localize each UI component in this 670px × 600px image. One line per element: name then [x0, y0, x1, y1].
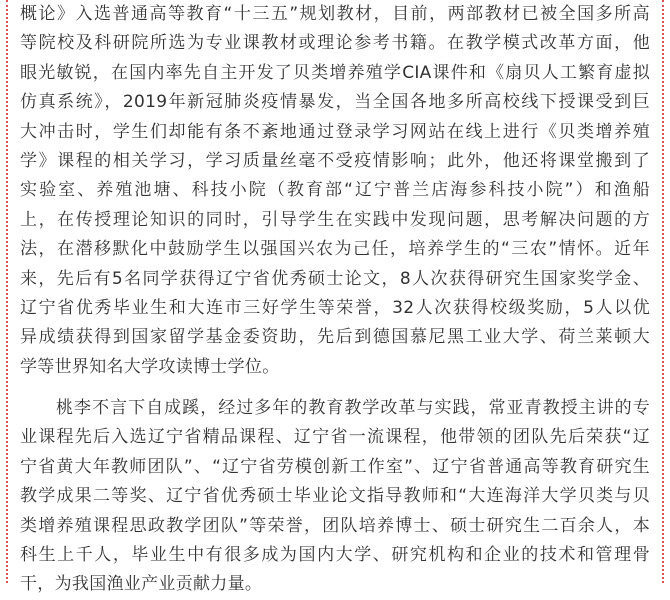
right-dotted-border — [662, 0, 664, 583]
text-line: 宁省黄大年教师团队”、“辽宁省劳模创新工作室”、辽宁省普通高等教育研究生 — [20, 456, 650, 477]
text-line: 仿真系统》，2019年新冠肺炎疫情暴发，当全国各地多所高校线下授课受到巨 — [20, 92, 650, 113]
text-line: 来，先后有5名同学获得辽宁省优秀硕士论文，8人次获得研究生国家奖学金、 — [20, 268, 650, 289]
text-line: 辽宁省优秀毕业生和大连市三好学生等荣誉，32人次获得校级奖励，5人以优 — [20, 297, 650, 318]
text-line: 桃李不言下自成蹊，经过多年的教育教学改革与实践，常亚青教授主讲的专 — [20, 398, 650, 419]
text-line: 学》课程的相关学习，学习质量丝毫不受疫情影响；此外，他还将课堂搬到了 — [20, 150, 650, 171]
paragraph-1 — [20, 0, 650, 382]
article-body — [20, 0, 650, 600]
text-line: 法，在潜移默化中鼓励学生以强国兴农为己任，培养学生的“三农”情怀。近年 — [20, 239, 650, 260]
text-line: 概论》入选普通高等教育“十三五”规划教材，目前，两部教材已被全国多所高 — [20, 4, 650, 24]
text-line: 干，为我国渔业产业贡献力量。 — [20, 574, 263, 595]
text-line: 类增养殖课程思政教学团队”等荣誉，团队培养博士、硕士研究生二百余人，本 — [20, 515, 650, 536]
text-line: 异成绩获得到国家留学基金委资助，先后到德国慕尼黑工业大学、荷兰莱顿大 — [20, 327, 650, 348]
text-line: 大冲击时，学生们却能有条不紊地通过登录学习网站在线上进行《贝类增养殖 — [20, 121, 650, 142]
text-line: 业课程先后入选辽宁省精品课程、辽宁省一流课程，他带领的团队先后荣获“辽 — [20, 427, 650, 448]
text-line: 实验室、养殖池塘、科技小院（教育部“辽宁普兰店海参科技小院”）和渔船 — [20, 180, 650, 201]
paragraph-gap — [20, 382, 650, 394]
text-line: 等院校及科研院所选为专业课教材或理论参考书籍。在教学模式改革方面，他 — [20, 33, 650, 54]
paragraph-2 — [20, 394, 650, 600]
text-line: 学等世界知名大学攻读博士学位。 — [20, 356, 280, 377]
text-line: 上，在传授理论知识的同时，引导学生在实践中发现问题，思考解决问题的方 — [20, 209, 650, 230]
text-line: 眼光敏锐，在国内率先自主开发了贝类增养殖学CIA课件和《扇贝人工繁育虚拟 — [20, 62, 650, 83]
text-line: 科生上千人，毕业生中有很多成为国内大学、研究机构和企业的技术和管理骨 — [20, 545, 650, 566]
left-dotted-border — [6, 0, 8, 583]
text-line: 教学成果二等奖、辽宁省优秀硕士毕业论文指导教师和“大连海洋大学贝类与贝 — [20, 486, 650, 507]
